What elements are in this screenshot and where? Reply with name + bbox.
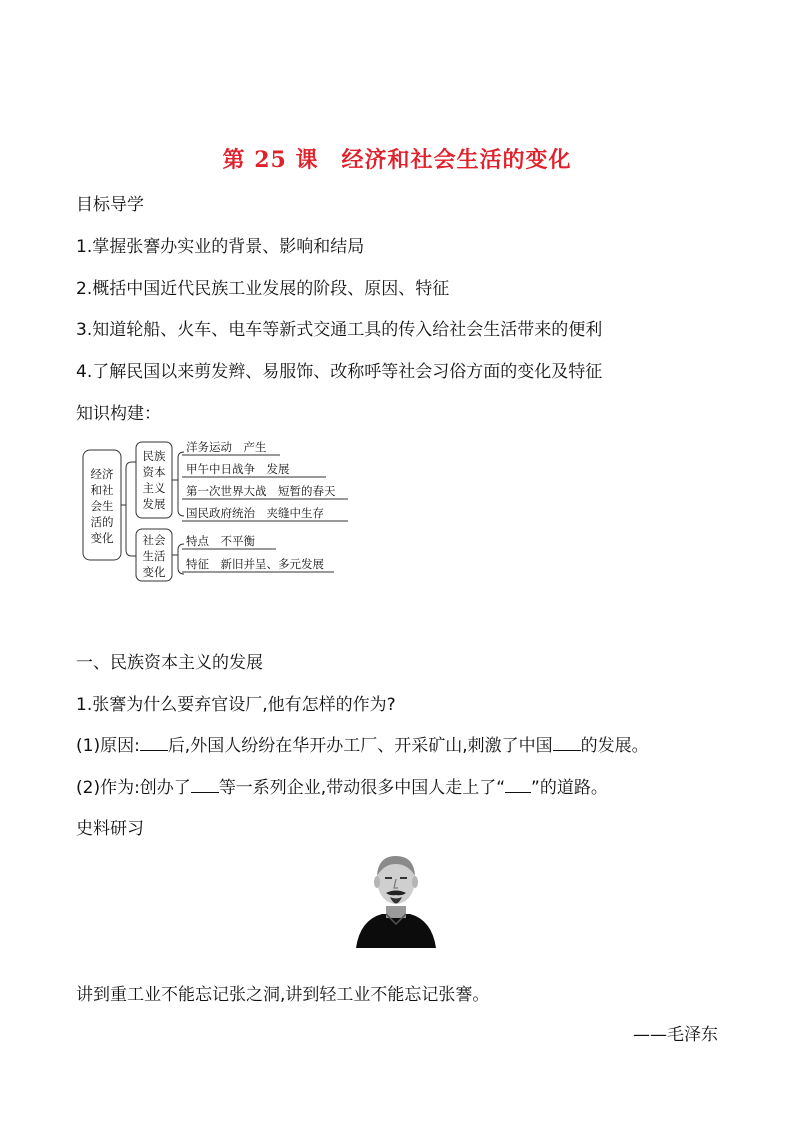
goal-item: 1.掌握张謇办实业的背景、影响和结局 bbox=[76, 237, 365, 257]
goal-item: 3.知道轮船、火车、电车等新式交通工具的传入给社会生活带来的便利 bbox=[76, 320, 603, 340]
svg-text:和社: 和社 bbox=[90, 483, 114, 497]
svg-text:甲午中日战争 发展: 甲午中日战争 发展 bbox=[186, 462, 290, 476]
page-title: 第 25 课 经济和社会生活的变化 bbox=[222, 147, 572, 173]
knowledge-mindmap bbox=[80, 438, 360, 588]
svg-text:变化: 变化 bbox=[90, 531, 114, 545]
svg-text:主义: 主义 bbox=[142, 481, 166, 495]
knowledge-heading: 知识构建： bbox=[76, 404, 161, 424]
svg-text:变化: 变化 bbox=[142, 565, 166, 579]
svg-text:发展: 发展 bbox=[142, 497, 166, 511]
svg-text:洋务运动 产生: 洋务运动 产生 bbox=[186, 440, 267, 454]
source-heading: 史料研习 bbox=[76, 819, 144, 839]
section1-question: 1.张謇为什么要弃官设厂,他有怎样的作为? bbox=[76, 695, 396, 715]
goal-item: 4.了解民国以来剪发辫、易服饰、改称呼等社会习俗方面的变化及特征 bbox=[76, 362, 603, 382]
goal-item: 2.概括中国近代民族工业发展的阶段、原因、特征 bbox=[76, 279, 450, 299]
zhang-jian-portrait bbox=[352, 850, 440, 956]
blank-field[interactable] bbox=[140, 736, 168, 751]
svg-text:特征 新旧并呈、多元发展: 特征 新旧并呈、多元发展 bbox=[186, 557, 324, 571]
svg-text:会生: 会生 bbox=[90, 499, 114, 513]
mindmap-branch2-items bbox=[182, 534, 334, 572]
section1-heading: 一、民族资本主义的发展 bbox=[76, 653, 263, 673]
svg-text:民族: 民族 bbox=[142, 449, 166, 463]
svg-text:第一次世界大战 短暂的春天: 第一次世界大战 短暂的春天 bbox=[186, 484, 336, 498]
quote-text: 讲到重工业不能忘记张之洞,讲到轻工业不能忘记张謇。 bbox=[76, 985, 490, 1005]
reason-line: (1)原因: 后,外国人纷纷在华开办工厂、开采矿山,刺激了中国 的发展。 bbox=[76, 736, 649, 756]
svg-text:特点 不平衡: 特点 不平衡 bbox=[186, 534, 255, 548]
svg-text:经济: 经济 bbox=[90, 467, 114, 481]
mindmap-branch1-label bbox=[143, 449, 166, 511]
svg-text:国民政府统治 夹缝中生存: 国民政府统治 夹缝中生存 bbox=[186, 506, 324, 520]
action-line: (2)作为:创办了 等一系列企业,带动很多中国人走上了“ ”的道路。 bbox=[76, 778, 608, 798]
blank-field[interactable] bbox=[553, 736, 581, 751]
quote-signature: ——毛泽东 bbox=[633, 1025, 718, 1045]
blank-field[interactable] bbox=[191, 778, 219, 793]
blank-field[interactable] bbox=[505, 778, 531, 793]
svg-text:资本: 资本 bbox=[142, 465, 166, 479]
svg-text:社会: 社会 bbox=[142, 533, 166, 547]
mindmap-branch1-items bbox=[182, 440, 348, 521]
goals-heading: 目标导学 bbox=[76, 195, 144, 215]
svg-text:生活: 生活 bbox=[142, 549, 166, 563]
mindmap-root-label bbox=[91, 467, 114, 545]
mindmap-branch2-label bbox=[143, 533, 166, 579]
svg-text:活的: 活的 bbox=[90, 515, 114, 529]
